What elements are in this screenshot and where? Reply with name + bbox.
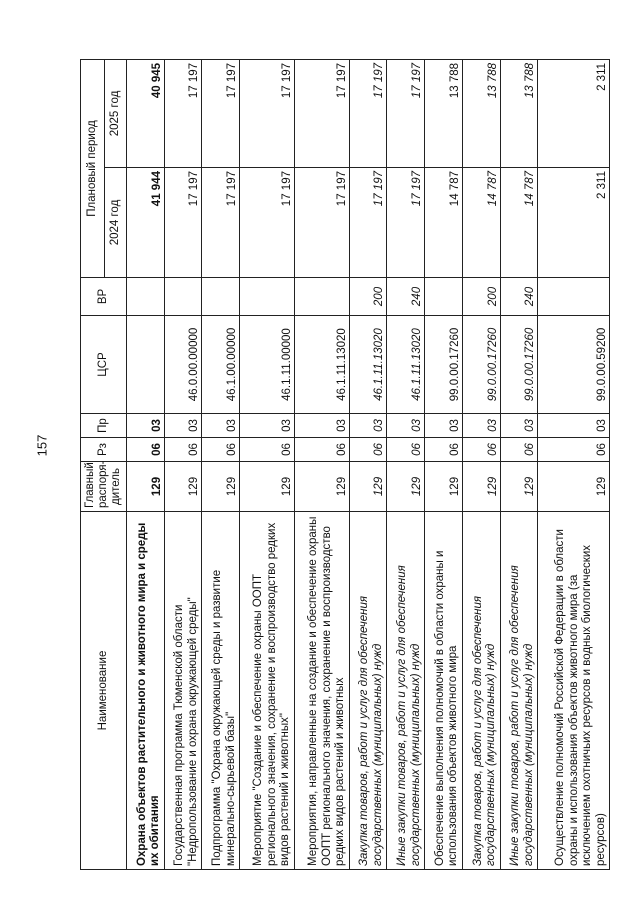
cell-vr: 200 bbox=[349, 278, 387, 316]
cell-y2025: 13 788 bbox=[500, 59, 538, 167]
cell-csr: 99.0.00.17260 bbox=[425, 316, 463, 414]
cell-rz: 06 bbox=[387, 438, 425, 462]
cell-y2025: 13 788 bbox=[462, 59, 500, 167]
cell-y2024: 17 197 bbox=[240, 168, 295, 278]
cell-y2024: 41 944 bbox=[127, 168, 165, 278]
cell-gr: 129 bbox=[294, 462, 349, 512]
header-2024: 2024 год bbox=[105, 168, 127, 278]
header-row bbox=[81, 59, 105, 869]
cell-rz: 06 bbox=[202, 438, 240, 462]
header-rz: Рз bbox=[81, 438, 127, 462]
cell-y2024: 14 787 bbox=[500, 168, 538, 278]
header-period: Плановый период bbox=[81, 59, 105, 277]
table-row bbox=[127, 59, 165, 869]
cell-vr: 200 bbox=[462, 278, 500, 316]
table-row bbox=[387, 59, 425, 869]
cell-csr bbox=[127, 316, 165, 414]
table-row bbox=[294, 59, 349, 869]
table-row bbox=[202, 59, 240, 869]
cell-name: Государственная программа Тюменской области "Недропользование и охрана окружающей среды" bbox=[164, 512, 202, 870]
cell-vr bbox=[538, 278, 610, 316]
cell-vr: 240 bbox=[500, 278, 538, 316]
cell-csr: 46.1.11.13020 bbox=[387, 316, 425, 414]
cell-y2025: 17 197 bbox=[164, 59, 202, 167]
cell-csr: 99.0.00.59200 bbox=[538, 316, 610, 414]
cell-y2025: 17 197 bbox=[387, 59, 425, 167]
budget-table-rotated bbox=[80, 60, 610, 870]
cell-pr: 03 bbox=[500, 414, 538, 438]
cell-pr: 03 bbox=[425, 414, 463, 438]
cell-rz: 06 bbox=[462, 438, 500, 462]
cell-gr: 129 bbox=[425, 462, 463, 512]
cell-y2025: 17 197 bbox=[240, 59, 295, 167]
cell-pr: 03 bbox=[202, 414, 240, 438]
cell-name: Закупка товаров, работ и услуг для обеспечения государственных (муниципальных) нужд bbox=[462, 512, 500, 870]
cell-csr: 46.0.00.00000 bbox=[164, 316, 202, 414]
cell-gr: 129 bbox=[538, 462, 610, 512]
cell-y2024: 17 197 bbox=[202, 168, 240, 278]
table-row bbox=[425, 59, 463, 869]
header-csr: ЦСР bbox=[81, 316, 127, 414]
cell-rz: 06 bbox=[538, 438, 610, 462]
page-number: 157 bbox=[34, 434, 50, 457]
cell-y2025: 40 945 bbox=[127, 59, 165, 167]
cell-y2024: 17 197 bbox=[164, 168, 202, 278]
cell-pr: 03 bbox=[538, 414, 610, 438]
cell-vr bbox=[240, 278, 295, 316]
cell-y2024: 17 197 bbox=[294, 168, 349, 278]
cell-gr: 129 bbox=[240, 462, 295, 512]
cell-rz: 06 bbox=[127, 438, 165, 462]
table-row bbox=[240, 59, 295, 869]
cell-rz: 06 bbox=[240, 438, 295, 462]
table-row bbox=[349, 59, 387, 869]
cell-name: Мероприятие "Создание и обеспечение охраны ООПТ регионального значения, сохранение и воспроизводство редких видов растений и животных" bbox=[240, 512, 295, 870]
cell-y2025: 17 197 bbox=[202, 59, 240, 167]
cell-vr: 240 bbox=[387, 278, 425, 316]
header-vr: ВР bbox=[81, 278, 127, 316]
cell-name: Закупка товаров, работ и услуг для обеспечения государственных (муниципальных) нужд bbox=[349, 512, 387, 870]
cell-csr: 46.1.11.13020 bbox=[294, 316, 349, 414]
cell-rz: 06 bbox=[294, 438, 349, 462]
cell-vr bbox=[294, 278, 349, 316]
cell-y2024: 17 197 bbox=[349, 168, 387, 278]
cell-name: Подпрограмма "Охрана окружающей среды и развитие минерально-сырьевой базы" bbox=[202, 512, 240, 870]
cell-name: Осуществление полномочий Российской Федерации в области охраны и использования объектов животного мира (за исключением охотничьих ресурсов и водных биологических ресурсов) bbox=[538, 512, 610, 870]
cell-pr: 03 bbox=[349, 414, 387, 438]
cell-y2024: 14 787 bbox=[462, 168, 500, 278]
cell-pr: 03 bbox=[294, 414, 349, 438]
cell-pr: 03 bbox=[164, 414, 202, 438]
cell-rz: 06 bbox=[425, 438, 463, 462]
cell-csr: 46.1.11.00000 bbox=[240, 316, 295, 414]
cell-vr bbox=[127, 278, 165, 316]
cell-csr: 46.1.11.13020 bbox=[349, 316, 387, 414]
header-gr: Главный распоря-дитель bbox=[81, 462, 127, 512]
budget-table bbox=[80, 59, 610, 870]
table-row bbox=[500, 59, 538, 869]
cell-pr: 03 bbox=[127, 414, 165, 438]
cell-y2024: 14 787 bbox=[425, 168, 463, 278]
cell-rz: 06 bbox=[500, 438, 538, 462]
cell-y2025: 13 788 bbox=[425, 59, 463, 167]
cell-csr: 46.1.00.00000 bbox=[202, 316, 240, 414]
cell-csr: 99.0.00.17260 bbox=[500, 316, 538, 414]
cell-pr: 03 bbox=[462, 414, 500, 438]
cell-rz: 06 bbox=[349, 438, 387, 462]
cell-name: Обеспечение выполнения полномочий в области охраны и использования объектов животного мира bbox=[425, 512, 463, 870]
cell-vr bbox=[202, 278, 240, 316]
cell-name: Иные закупки товаров, работ и услуг для обеспечения государственных (муниципальных) нужд bbox=[500, 512, 538, 870]
cell-pr: 03 bbox=[240, 414, 295, 438]
cell-gr: 129 bbox=[349, 462, 387, 512]
cell-gr: 129 bbox=[127, 462, 165, 512]
cell-csr: 99.0.00.17260 bbox=[462, 316, 500, 414]
cell-vr bbox=[425, 278, 463, 316]
cell-gr: 129 bbox=[164, 462, 202, 512]
cell-y2025: 2 311 bbox=[538, 59, 610, 167]
cell-name: Иные закупки товаров, работ и услуг для обеспечения государственных (муниципальных) нужд bbox=[387, 512, 425, 870]
header-2025: 2025 год bbox=[105, 59, 127, 167]
cell-y2025: 17 197 bbox=[294, 59, 349, 167]
cell-y2024: 17 197 bbox=[387, 168, 425, 278]
table-row bbox=[164, 59, 202, 869]
cell-y2024: 2 311 bbox=[538, 168, 610, 278]
cell-gr: 129 bbox=[462, 462, 500, 512]
cell-rz: 06 bbox=[164, 438, 202, 462]
cell-gr: 129 bbox=[387, 462, 425, 512]
cell-name: Охрана объектов растительного и животного мира и среды их обитания bbox=[127, 512, 165, 870]
cell-pr: 03 bbox=[387, 414, 425, 438]
cell-gr: 129 bbox=[500, 462, 538, 512]
header-pr: Пр bbox=[81, 414, 127, 438]
cell-vr bbox=[164, 278, 202, 316]
cell-y2025: 17 197 bbox=[349, 59, 387, 167]
cell-name: Мероприятия, направленные на создание и обеспечение охраны ООПТ регионального значения, сохранение и воспроизводство редких видов растений и животных bbox=[294, 512, 349, 870]
table-row bbox=[538, 59, 610, 869]
table-row bbox=[462, 59, 500, 869]
cell-gr: 129 bbox=[202, 462, 240, 512]
header-name: Наименование bbox=[81, 512, 127, 870]
